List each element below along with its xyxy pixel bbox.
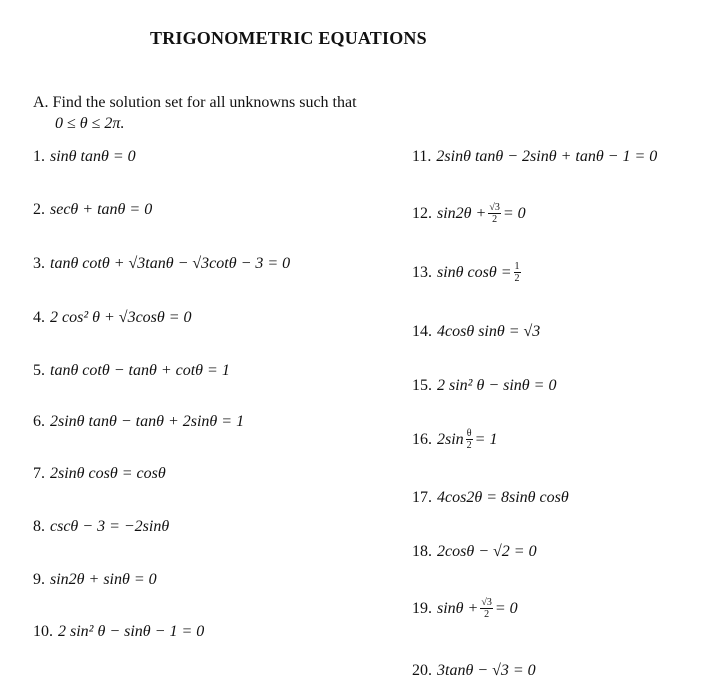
problem-equation: secθ + tanθ = 0 xyxy=(50,201,153,218)
instruction-condition: 0 ≤ θ ≤ 2π. xyxy=(55,115,125,132)
problem-equation: 2 sin² θ − sinθ = 0 xyxy=(437,377,557,394)
problem-equation: 2 cos² θ + √3cosθ = 0 xyxy=(50,309,192,326)
problem-equation-part: sin2θ + xyxy=(437,204,487,222)
instruction-text: A. Find the solution set for all unknowns such that xyxy=(33,94,357,111)
instructions xyxy=(33,92,357,134)
problem-number: 12. xyxy=(412,204,432,222)
fraction-denominator: 2 xyxy=(466,440,472,451)
problem-equation-part: 2sin xyxy=(437,430,464,448)
problem-equation-part: sinθ cosθ = xyxy=(437,263,512,281)
problem-3 xyxy=(33,255,290,273)
problem-number: 15. xyxy=(412,377,432,394)
fraction xyxy=(480,597,493,620)
problem-number: 3. xyxy=(33,255,45,272)
problem-equation-part: = 0 xyxy=(494,599,518,617)
fraction xyxy=(488,202,501,225)
problem-number: 1. xyxy=(33,148,45,165)
problem-number: 19. xyxy=(412,599,432,617)
problem-equation-part: = 0 xyxy=(502,204,526,222)
problem-number: 11. xyxy=(412,148,432,165)
problem-19 xyxy=(412,597,518,620)
fraction-denominator: 2 xyxy=(514,273,520,284)
problem-number: 10. xyxy=(33,623,53,640)
problem-number: 5. xyxy=(33,362,45,379)
fraction xyxy=(466,428,473,451)
problem-equation: 4cosθ sinθ = √3 xyxy=(437,323,541,340)
problem-16 xyxy=(412,428,497,451)
problem-6 xyxy=(33,413,244,431)
problem-17 xyxy=(412,489,569,507)
problem-equation-part: = 1 xyxy=(474,430,498,448)
problem-number: 6. xyxy=(33,413,45,430)
problem-number: 18. xyxy=(412,543,432,560)
problem-5 xyxy=(33,362,230,380)
problem-equation: sin2θ + sinθ = 0 xyxy=(50,571,157,588)
problem-18 xyxy=(412,543,537,561)
problem-number: 4. xyxy=(33,309,45,326)
problem-equation: 2sinθ tanθ − tanθ + 2sinθ = 1 xyxy=(50,413,245,430)
fraction xyxy=(514,261,521,284)
problem-equation: 2sinθ cosθ = cosθ xyxy=(50,465,166,482)
problem-7 xyxy=(33,465,166,483)
problem-number: 9. xyxy=(33,571,45,588)
fraction-numerator: √3 xyxy=(481,597,492,608)
problem-equation: 2sinθ tanθ − 2sinθ + tanθ − 1 = 0 xyxy=(436,148,658,165)
problem-14 xyxy=(412,323,540,341)
problem-equation-part: sinθ + xyxy=(437,599,479,617)
problem-equation: sinθ tanθ = 0 xyxy=(50,148,136,165)
problem-equation: tanθ cotθ + √3tanθ − √3cotθ − 3 = 0 xyxy=(50,255,291,272)
problem-number: 17. xyxy=(412,489,432,506)
page-title: TRIGONOMETRIC EQUATIONS xyxy=(150,28,427,48)
fraction-denominator: 2 xyxy=(492,214,498,225)
fraction-denominator: 2 xyxy=(484,609,490,620)
problem-12 xyxy=(412,202,526,225)
problem-number: 20. xyxy=(412,662,432,679)
problem-13 xyxy=(412,261,523,284)
fraction-numerator: √3 xyxy=(489,202,500,213)
problem-equation: 2 sin² θ − sinθ − 1 = 0 xyxy=(58,623,205,640)
problem-2 xyxy=(33,201,152,219)
problem-equation: 4cos2θ = 8sinθ cosθ xyxy=(437,489,569,506)
problem-equation: 3tanθ − √3 = 0 xyxy=(437,662,536,679)
problem-11 xyxy=(412,148,657,166)
problem-equation: tanθ cotθ − tanθ + cotθ = 1 xyxy=(50,362,230,379)
problem-number: 7. xyxy=(33,465,45,482)
fraction-numerator: 1 xyxy=(514,261,520,272)
problem-number: 2. xyxy=(33,201,45,218)
problem-number: 8. xyxy=(33,518,45,535)
problem-20 xyxy=(412,662,536,680)
problem-number: 13. xyxy=(412,263,432,281)
problem-1 xyxy=(33,148,136,166)
problem-4 xyxy=(33,309,192,327)
problem-number: 14. xyxy=(412,323,432,340)
problem-number: 16. xyxy=(412,430,432,448)
problem-15 xyxy=(412,377,556,395)
fraction-numerator: θ xyxy=(466,428,472,439)
problem-equation: cscθ − 3 = −2sinθ xyxy=(50,518,170,535)
problem-9 xyxy=(33,571,157,589)
problem-equation: 2cosθ − √2 = 0 xyxy=(437,543,537,560)
problem-10 xyxy=(33,623,204,641)
problem-8 xyxy=(33,518,169,536)
